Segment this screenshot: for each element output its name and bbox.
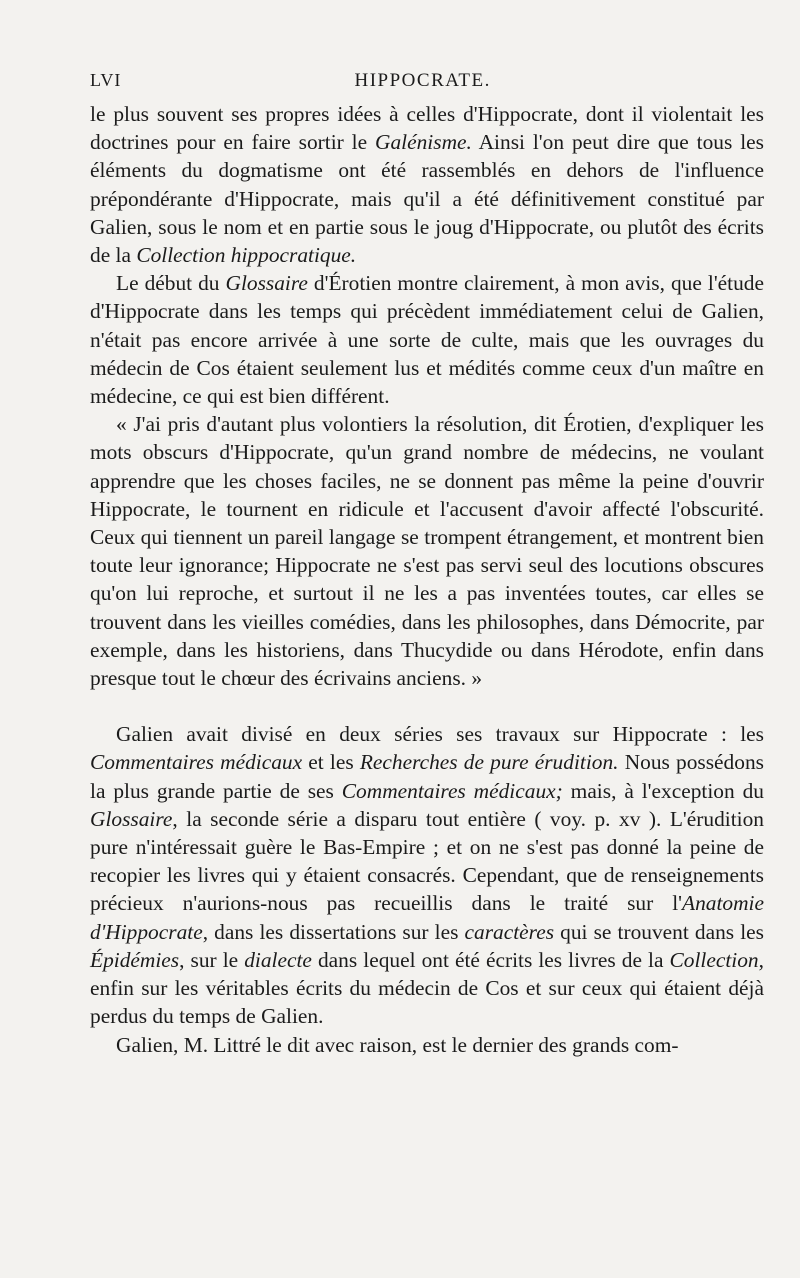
- italic-run: Recherches de pure érudition.: [359, 750, 619, 775]
- italic-run: Collection hippocratique.: [136, 243, 357, 268]
- page-number: LVI: [90, 70, 122, 90]
- text-run: et les: [302, 750, 360, 775]
- text-run: Galien, M. Littré le dit avec raison, est le dernier des grands com-: [116, 1032, 679, 1057]
- text-run: Le début du: [116, 271, 226, 296]
- italic-run: Anatomie d'Hippocrate: [90, 891, 764, 944]
- text-run: dans lequel ont été écrits les livres de la: [311, 947, 670, 972]
- body-text: [90, 100, 764, 1059]
- italic-run: caractères: [464, 919, 555, 944]
- text-run: mais, à l'exception du: [562, 778, 764, 803]
- italic-run: Commentaires médicaux: [90, 750, 303, 775]
- italic-run: Commentaires médicaux;: [341, 778, 563, 803]
- paragraph-4: [90, 720, 764, 1030]
- text-run: , enfin sur les véritables écrits du médecin de Cos et sur ceux qui étaient déjà perdus du temps de Galien.: [90, 947, 764, 1029]
- paragraph-5: [90, 1031, 764, 1059]
- text-run: Ainsi l'on peut dire que tous les éléments du dogmatisme ont été rassemblés en dehors de l'influence prépondérante d'Hippocrate, mais qu'il a été définitivement constitué par Galien, sous le nom et en partie sous le joug d'Hippocrate, ou plutôt des écrits de la: [90, 130, 764, 268]
- paragraph-1: [90, 100, 764, 269]
- paragraph-2: [90, 269, 764, 410]
- text-run: d'Érotien montre clairement, à mon avis, que l'étude d'Hippocrate dans les temps qui précèdent immédiatement celui de Galien, n'était pas encore arrivée à une sorte de culte, mais que les ouvrages du médecin de Cos étaient seulement lus et médités comme ceux d'un maître en médecine, ce qui est bien différent.: [90, 271, 764, 409]
- text-run: , dans les dissertations sur les: [202, 919, 465, 944]
- text-run: qui se trouvent dans les: [554, 919, 764, 944]
- italic-run: Glossaire: [90, 806, 173, 831]
- italic-run: Collection: [669, 947, 759, 972]
- italic-run: Glossaire: [225, 271, 308, 296]
- running-header: [90, 70, 764, 100]
- text-run: le plus souvent ses propres idées à celles d'Hippocrate, dont il violentait les doctrines pour en faire sortir le: [90, 102, 764, 155]
- text-run: Galien avait divisé en deux séries ses travaux sur Hippocrate : les: [116, 722, 764, 747]
- italic-run: Épidémies: [90, 947, 180, 972]
- text-run: , sur le: [179, 947, 245, 972]
- paragraph-3-quotation: [90, 410, 764, 692]
- italic-run: Galénisme.: [375, 130, 472, 155]
- running-title: HIPPOCRATE.: [354, 70, 491, 91]
- text-run: , la seconde série a disparu tout entière ( voy. p. xv ). L'érudition pure n'intéressait guère le Bas-Empire ; et on ne s'est pas donné la peine de recopier les livres qui y étaient consacrés. Cependant, que de renseignements précieux n'aurions-nous pas recueillis dans le traité sur l': [90, 806, 764, 916]
- text-run: Nous possédons la plus grande partie de ses: [90, 750, 764, 803]
- text-run: « J'ai pris d'autant plus volontiers la résolution, dit Érotien, d'expliquer les mots obscurs d'Hippocrate, qu'un grand nombre de médecins, ne voulant apprendre que les choses faciles, ne se donnent pas même la peine d'ouvrir Hippocrate, le tournent en ridicule et l'accusent d'avoir affecté l'obscurité. Ceux qui tiennent un pareil langage se trompent étrangement, et montrent bien toute leur ignorance; Hippocrate ne s'est pas servi seul des locutions obscures qu'on lui reproche, et surtout il ne les a pas inventées toutes, car elles se trouvent dans les vieilles comédies, dans les philosophes, dans Démocrite, par exemple, dans les historiens, dans Thucydide ou dans Hérodote, enfin dans presque tout le chœur des écrivains anciens. »: [90, 412, 764, 691]
- italic-run: dialecte: [244, 947, 312, 972]
